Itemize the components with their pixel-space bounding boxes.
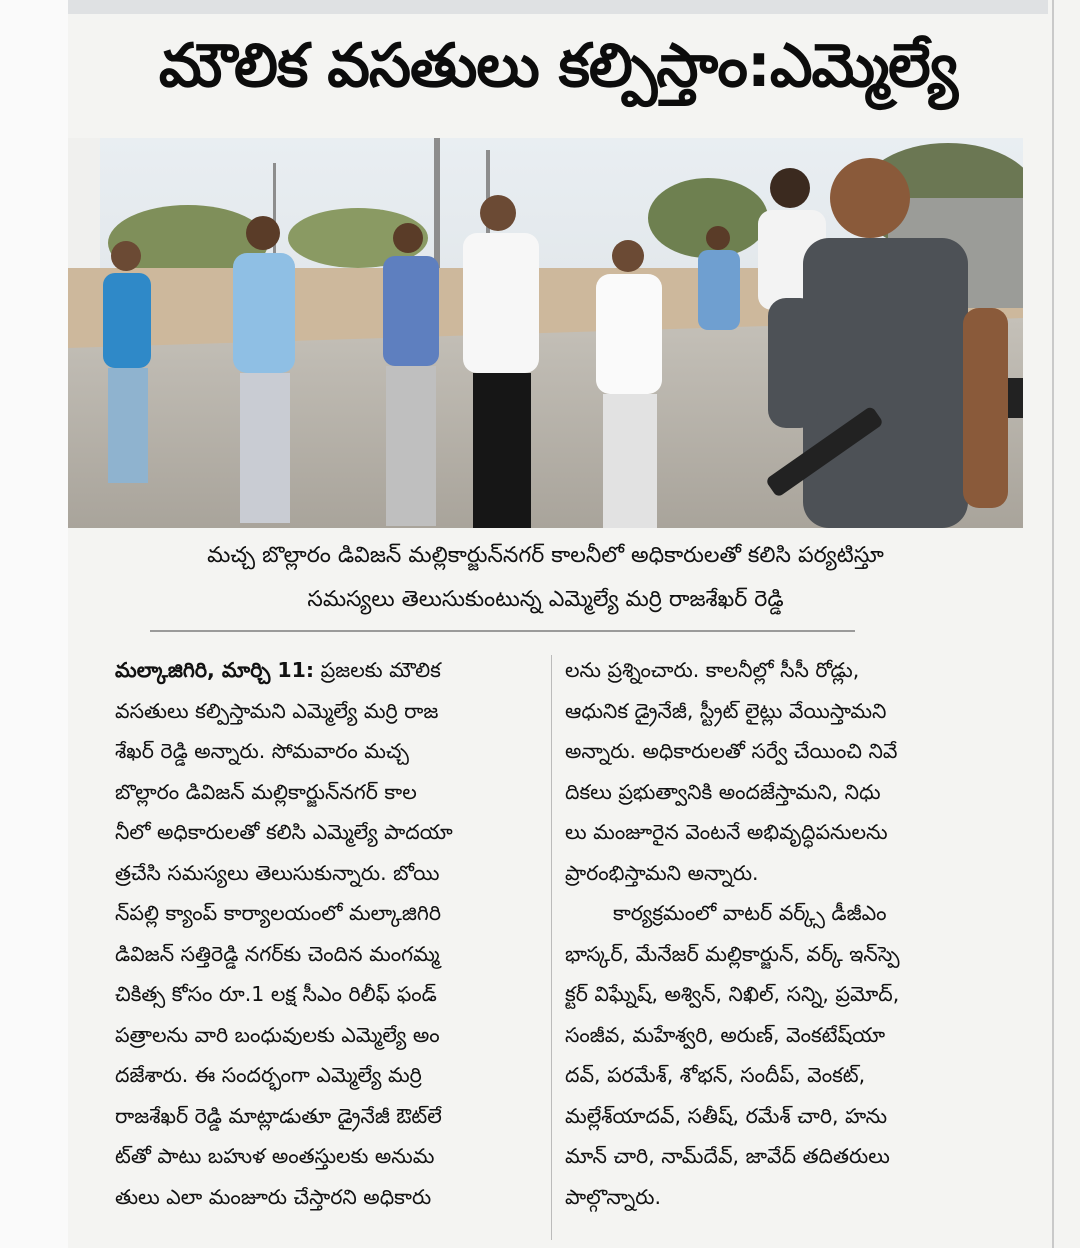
column-divider (551, 655, 552, 1240)
article-column-right (565, 650, 980, 1217)
article-line: రాజశేఖర్ రెడ్డి మాట్లాడుతూ డ్రైనేజీ ఔట్‌లే (115, 1103, 442, 1128)
article-line: పాల్గొన్నారు. (565, 1184, 661, 1209)
article-line: వసతులు కల్పిస్తామని ఎమ్మెల్యే మర్రి రాజ (115, 698, 439, 723)
article-line: దజేశారు. ఈ సందర్భంగా ఎమ్మెల్యే మర్రి (115, 1063, 422, 1087)
article-line: త్రచేసి సమస్యలు తెలుసుకున్నారు. బోయి (115, 860, 440, 885)
article-line: దవ్, పరమేశ్, శోభన్, సందీప్, వెంకట్, (565, 1063, 866, 1087)
page-left-margin (0, 0, 68, 1248)
article-line (115, 650, 530, 691)
article-line: ప్రారంభిస్తామని అన్నారు. (565, 860, 759, 885)
article-line: లను ప్రశ్నించారు. కాలనీల్లో సీసీ రోడ్లు, (565, 658, 860, 682)
article-line: లు మంజూరైన వెంటనే అభివృద్ధిపనులను (565, 820, 888, 844)
article-line: క్టర్ విఘ్నేష్, అశ్విన్, నిఖిల్, సన్ని, ప్రమోద్, (565, 982, 900, 1006)
article-line: న్‌పల్లి క్యాంప్ కార్యాలయంలో మల్కాజిగిరి (115, 901, 441, 925)
article-line: డివిజన్ సత్తిరెడ్డి నగర్‌కు చెందిన మంగమ్మ (115, 941, 440, 966)
article-line: అన్నారు. అధికారులతో సర్వే చేయించి నివే (565, 739, 898, 763)
article-line: సంజీవ, మహేశ్వరి, అరుణ్, వెంకటేష్‌యా (565, 1022, 886, 1047)
article-line: బొల్లారం డివిజన్ మల్లికార్జున్‌నగర్ కాల (115, 779, 417, 804)
article-line: మల్లేశ్‌యాదవ్, సతీష్, రమేశ్ చారి, హను (565, 1103, 888, 1128)
caption-line: మచ్చ బొల్లారం డివిజన్ మల్లికార్జున్‌నగర్ కాలనీలో అధికారులతో కలిసి పర్యటిస్తూ (207, 543, 884, 568)
article-line: తులు ఎలా మంజూరు చేస్తారని అధికారు (115, 1184, 432, 1209)
top-band (68, 0, 1048, 14)
photo-caption (68, 534, 1023, 622)
caption-divider (150, 630, 855, 632)
article-line: శేఖర్ రెడ్డి అన్నారు. సోమవారం మచ్చ (115, 739, 409, 763)
article-line: పత్రాలను వారి బంధువులకు ఎమ్మెల్యే అం (115, 1022, 440, 1047)
right-column-rule (1052, 0, 1054, 1248)
article-line: దికలు ప్రభుత్వానికి అందజేస్తామని, నిధు (565, 779, 881, 804)
dateline: మల్కాజిగిరి, మార్చి 11: (115, 658, 315, 682)
news-photo (68, 138, 1023, 528)
article-line: చికిత్స కోసం రూ.1 లక్ష సీఎం రిలీఫ్ ఫండ్ (115, 982, 437, 1006)
article-line: ట్‌తో పాటు బహుళ అంతస్తులకు అనుమ (115, 1144, 435, 1168)
article-line: మాన్ చారి, నామ్‌దేవ్, జావేద్ తదితరులు (565, 1144, 890, 1168)
article-text: ప్రజలకు మౌలిక (320, 658, 441, 682)
headline: మౌలిక వసతులు కల్పిస్తాం:ఎమ్మెల్యే (158, 31, 958, 101)
article-column-left (115, 650, 530, 1217)
article-line: కార్యక్రమంలో వాటర్ వర్క్స్ డీజీఎం (613, 901, 887, 925)
article-line: నీలో అధికారులతో కలిసి ఎమ్మెల్యే పాదయా (115, 820, 453, 844)
article-line: ఆధునిక డ్రైనేజీ, స్ట్రీట్ లైట్లు వేయిస్తామని (565, 698, 887, 723)
caption-line: సమస్యలు తెలుసుకుంటున్న ఎమ్మెల్యే మర్రి రాజశేఖర్ రెడ్డి (307, 587, 784, 612)
article-line: భాస్కర్, మేనేజర్ మల్లికార్జున్, వర్క్ ఇన్‌స్పె (565, 941, 900, 966)
